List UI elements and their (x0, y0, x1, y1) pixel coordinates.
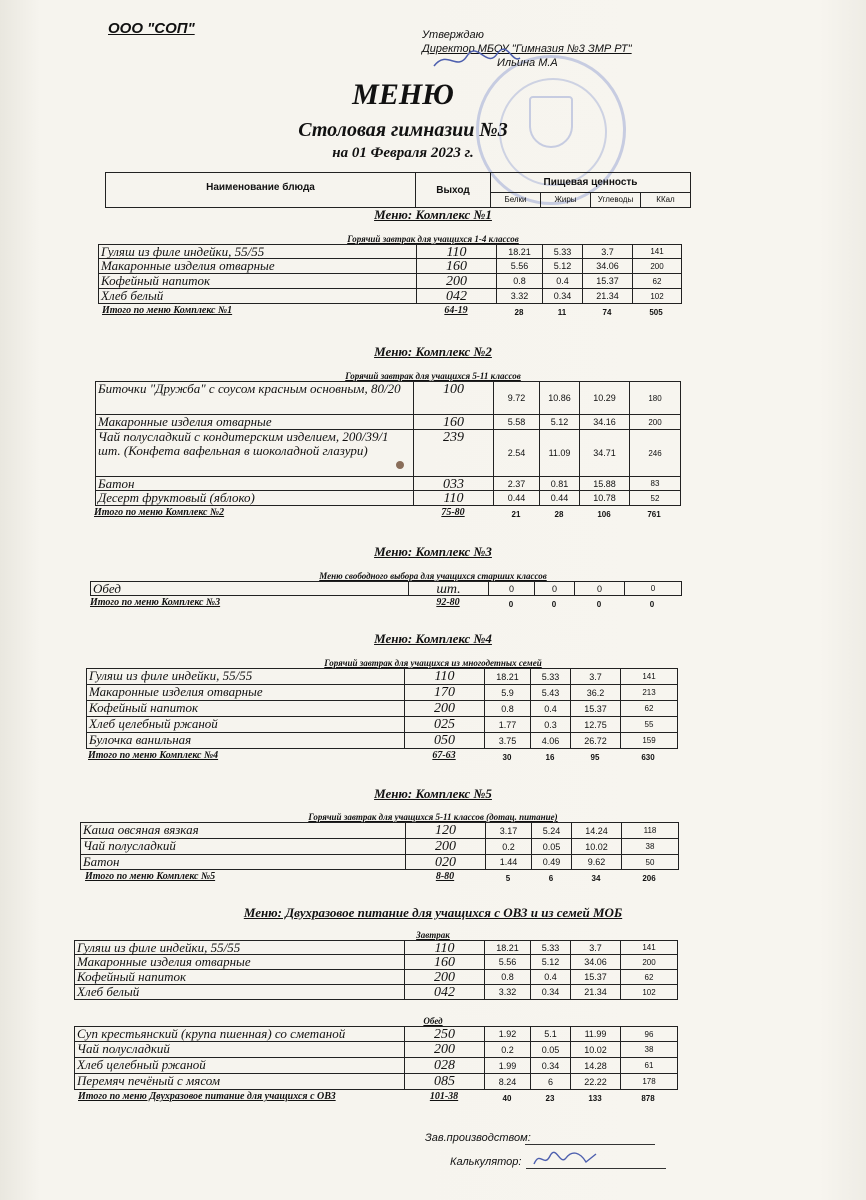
fats-value: 5.33 (543, 245, 583, 258)
proteins-value: 5.58 (494, 415, 540, 429)
fats-value: 5.12 (531, 955, 571, 969)
dish-output: 239 (414, 430, 494, 476)
fats-value: 0.3 (531, 717, 571, 732)
table-row (98, 244, 682, 259)
dish-name: Макаронные изделия отварные (96, 415, 414, 429)
carbs-value: 34.71 (580, 430, 630, 476)
table-row (95, 477, 681, 491)
table-row (80, 855, 679, 870)
carbs-value: 0 (575, 582, 625, 595)
complex-subtitle: Горячий завтрак для учащихся из многодетных семей (324, 658, 542, 668)
header-nutrition-columns (491, 193, 690, 207)
total-kcal: 878 (641, 1094, 655, 1103)
proteins-value: 0.44 (494, 491, 540, 505)
complex-total (88, 750, 676, 762)
dish-name: Кофейный напиток (75, 970, 405, 984)
dish-output: 120 (406, 823, 486, 838)
proteins-value: 5.56 (497, 259, 543, 273)
fats-value: 5.24 (532, 823, 572, 838)
proteins-value: 0.8 (485, 970, 531, 984)
carbs-value: 21.34 (583, 289, 633, 303)
table-row (86, 685, 678, 701)
total-label: Итого по меню Комплекс №4 (88, 750, 219, 761)
dish-name: Кофейный напиток (99, 274, 417, 288)
dish-name: Чай полусладкий (81, 839, 406, 854)
total-fats: 23 (545, 1094, 555, 1103)
proteins-value: 1.92 (485, 1027, 531, 1041)
total-kcal: 505 (649, 308, 663, 317)
header-fats: Жиры (541, 193, 591, 207)
dish-output: 110 (414, 491, 494, 505)
dish-output: 200 (406, 839, 486, 854)
table-row (80, 839, 679, 855)
carbs-value: 21.34 (571, 985, 621, 999)
carbs-value: 15.88 (580, 477, 630, 490)
carbs-value: 15.37 (583, 274, 633, 288)
fats-value: 0.34 (543, 289, 583, 303)
proteins-value: 0.8 (497, 274, 543, 288)
dish-name: Десерт фруктовый (яблоко) (96, 491, 414, 505)
total-kcal: 630 (641, 753, 655, 762)
fats-value: 0.05 (532, 839, 572, 854)
dish-name: Суп крестьянский (крупа пшенная) со сметаной (75, 1027, 405, 1041)
ink-spot (396, 461, 404, 469)
total-carbs: 0 (596, 600, 602, 609)
table-row (95, 415, 681, 430)
total-carbs: 106 (597, 510, 611, 519)
dish-output: шт. (409, 582, 489, 595)
total-proteins: 28 (514, 308, 524, 317)
table-row (86, 701, 678, 717)
header-proteins: Белки (491, 193, 541, 207)
header-carbs: Углеводы (591, 193, 641, 207)
carbs-value: 36.2 (571, 685, 621, 700)
total-kcal: 206 (642, 874, 656, 883)
dish-name: Каша овсяная вязкая (81, 823, 406, 838)
fats-value: 6 (531, 1074, 571, 1089)
dish-output: 200 (417, 274, 497, 288)
kcal-value: 178 (642, 1077, 656, 1086)
dish-name: Хлеб целебный ржаной (75, 1058, 405, 1073)
table-row (80, 822, 679, 839)
proteins-value: 1.44 (486, 855, 532, 869)
complex-title: Меню: Комплекс №4 (374, 631, 492, 646)
table-row (98, 289, 682, 304)
total-label: Итого по меню Комплекс №1 (102, 305, 233, 316)
kcal-value: 200 (648, 417, 662, 427)
total-fats: 6 (548, 874, 554, 883)
kcal-value: 141 (650, 247, 664, 256)
lunch-table (74, 1026, 678, 1090)
dish-name: Макаронные изделия отварные (99, 259, 417, 273)
lunch-subtitle: Обед (423, 1016, 443, 1026)
kcal-value: 159 (642, 736, 656, 745)
carbs-value: 10.02 (571, 1042, 621, 1057)
fats-value: 5.1 (531, 1027, 571, 1041)
kcal-value: 38 (645, 842, 655, 851)
proteins-value: 3.17 (486, 823, 532, 838)
total-proteins: 5 (505, 874, 511, 883)
dish-name: Чай полусладкий (75, 1042, 405, 1057)
proteins-value: 5.56 (485, 955, 531, 969)
table-row (74, 955, 678, 970)
carbs-value: 26.72 (571, 733, 621, 748)
carbs-value: 14.24 (572, 823, 622, 838)
table-row (74, 985, 678, 1000)
proteins-value: 5.9 (485, 685, 531, 700)
carbs-value: 10.29 (580, 382, 630, 414)
kcal-value: 200 (642, 957, 656, 967)
carbs-value: 3.7 (583, 245, 633, 258)
kcal-value: 141 (642, 672, 656, 681)
fats-value: 10.86 (540, 382, 580, 414)
carbs-value: 12.75 (571, 717, 621, 732)
dish-output: 110 (405, 669, 485, 684)
proteins-value: 0.2 (486, 839, 532, 854)
dish-output: 160 (414, 415, 494, 429)
table-row (74, 940, 678, 955)
dish-name: Батон (96, 477, 414, 490)
page-title: МЕНЮ (352, 78, 454, 111)
kcal-value: 213 (642, 688, 656, 697)
proteins-value: 0.2 (485, 1042, 531, 1057)
proteins-value: 3.32 (497, 289, 543, 303)
table-row (90, 581, 682, 596)
dish-output: 020 (406, 855, 486, 869)
carbs-value: 34.06 (571, 955, 621, 969)
carbs-value: 15.37 (571, 701, 621, 716)
table-row (74, 1042, 678, 1058)
kcal-value: 61 (644, 1061, 654, 1070)
complex-subtitle: Меню свободного выбора для учащихся старших классов (319, 571, 547, 581)
carbs-value: 10.78 (580, 491, 630, 505)
fats-value: 0.81 (540, 477, 580, 490)
complex-table (86, 668, 678, 749)
total-fats: 16 (545, 753, 555, 762)
dish-name: Гуляш из филе индейки, 55/55 (75, 941, 405, 954)
kcal-value: 0 (650, 584, 656, 593)
dish-name: Батон (81, 855, 406, 869)
dish-output: 033 (414, 477, 494, 490)
table-row (86, 717, 678, 733)
complex-total (94, 507, 679, 519)
proteins-value: 18.21 (485, 669, 531, 684)
carbs-value: 15.37 (571, 970, 621, 984)
dish-name: Гуляш из филе индейки, 55/55 (87, 669, 405, 684)
total-output: 64-19 (444, 305, 468, 316)
kcal-value: 96 (644, 1029, 654, 1039)
header-nutrition-title: Пищевая ценность (491, 173, 690, 193)
dish-name: Хлеб белый (75, 985, 405, 999)
complex-total (85, 871, 677, 883)
dish-output: 200 (405, 701, 485, 716)
proteins-value: 8.24 (485, 1074, 531, 1089)
total-label: Итого по меню Комплекс №2 (94, 507, 225, 518)
complex-table (90, 581, 682, 596)
dish-output: 200 (405, 970, 485, 984)
kcal-value: 102 (650, 291, 664, 301)
dish-output: 200 (405, 1042, 485, 1057)
proteins-value: 18.21 (485, 941, 531, 954)
dish-output: 160 (417, 259, 497, 273)
proteins-value: 1.99 (485, 1058, 531, 1073)
dish-name: Перемяч печёный с мясом (75, 1074, 405, 1089)
dish-output: 028 (405, 1058, 485, 1073)
dish-name: Хлеб целебный ржаной (87, 717, 405, 732)
kcal-value: 141 (642, 943, 656, 952)
kcal-value: 38 (644, 1045, 654, 1054)
kcal-value: 246 (648, 448, 662, 458)
carbs-value: 34.16 (580, 415, 630, 429)
table-row (74, 970, 678, 985)
dish-output: 250 (405, 1027, 485, 1041)
table-row (95, 430, 681, 477)
carbs-value: 14.28 (571, 1058, 621, 1073)
dish-name: Обед (91, 582, 409, 595)
dish-name: Биточки "Дружба" с соусом красным основным, 80/20 (96, 382, 414, 414)
proteins-value: 18.21 (497, 245, 543, 258)
canteen-name: Столовая гимназии №3 (298, 119, 508, 141)
dish-output: 050 (405, 733, 485, 748)
footer-calculator-label: Калькулятор: (450, 1156, 522, 1168)
total-carbs: 34 (591, 874, 601, 883)
director-signature (432, 44, 522, 74)
complex-title: Меню: Комплекс №2 (374, 344, 492, 359)
total-label: Итого по меню Комплекс №3 (90, 597, 221, 608)
total-label: Итого по меню Двухразовое питание для учащихся с ОВЗ (78, 1091, 336, 1102)
proteins-value: 3.32 (485, 985, 531, 999)
dish-name: Гуляш из филе индейки, 55/55 (99, 245, 417, 258)
total-kcal: 0 (649, 600, 655, 609)
carbs-value: 9.62 (572, 855, 622, 869)
total-kcal: 761 (647, 510, 661, 519)
footer-production-line (525, 1144, 655, 1145)
total-proteins: 40 (502, 1094, 512, 1103)
carbs-value: 3.7 (571, 941, 621, 954)
kcal-value: 200 (650, 261, 664, 271)
dish-name: Макаронные изделия отварные (87, 685, 405, 700)
total-proteins: 30 (502, 753, 512, 762)
dish-output: 025 (405, 717, 485, 732)
complex-total (90, 597, 680, 609)
total-fats: 28 (554, 510, 564, 519)
header-output: Выход (416, 173, 491, 207)
fats-value: 0 (535, 582, 575, 595)
carbs-value: 22.22 (571, 1074, 621, 1089)
proteins-value: 0.8 (485, 701, 531, 716)
proteins-value: 1.77 (485, 717, 531, 732)
dish-name: Хлеб белый (99, 289, 417, 303)
kcal-value: 62 (644, 704, 654, 713)
kcal-value: 55 (644, 720, 654, 729)
approval-position: Директор МБОУ "Гимназия №3 ЗМР РТ" (422, 43, 632, 55)
proteins-value: 0 (489, 582, 535, 595)
dish-output: 042 (405, 985, 485, 999)
kcal-value: 62 (652, 276, 662, 286)
total-output: 101-38 (429, 1091, 459, 1102)
header-dish-name: Наименование блюда (106, 173, 416, 207)
fats-value: 0.34 (531, 1058, 571, 1073)
kcal-value: 118 (643, 826, 657, 835)
fats-value: 0.05 (531, 1042, 571, 1057)
carbs-value: 34.06 (583, 259, 633, 273)
table-row (98, 259, 682, 274)
header-kcal: ККал (656, 195, 675, 204)
proteins-value: 3.75 (485, 733, 531, 748)
proteins-value: 2.37 (494, 477, 540, 490)
total-output: 67-63 (432, 750, 456, 761)
dish-output: 100 (414, 382, 494, 414)
complex-table (80, 822, 679, 870)
total-label: Итого по меню Комплекс №5 (85, 871, 216, 882)
calculator-signature (530, 1148, 600, 1170)
table-row (95, 381, 681, 415)
complex-title: Меню: Комплекс №3 (374, 544, 492, 559)
fats-value: 0.49 (532, 855, 572, 869)
total-output: 75-80 (441, 507, 465, 518)
complex-table (74, 940, 678, 1000)
kcal-value: 50 (645, 857, 655, 867)
organization-name: ООО "СОП" (108, 20, 195, 37)
table-row (86, 668, 678, 685)
complex-total (102, 305, 680, 317)
complex-subtitle: Завтрак (416, 930, 450, 940)
fats-value: 5.33 (531, 669, 571, 684)
complex-title: Меню: Комплекс №5 (374, 786, 492, 801)
complex-subtitle: Горячий завтрак для учащихся 5-11 классов (дотац. питание) (308, 812, 558, 822)
fats-value: 11.09 (540, 430, 580, 476)
fats-value: 4.06 (531, 733, 571, 748)
fats-value: 5.12 (540, 415, 580, 429)
dish-output: 160 (405, 955, 485, 969)
complex-total (78, 1091, 676, 1103)
carbs-value: 10.02 (572, 839, 622, 854)
complex-table (98, 244, 682, 304)
kcal-value: 102 (642, 987, 656, 997)
table-row (98, 274, 682, 289)
header-nutrition (491, 173, 690, 207)
complex-subtitle: Горячий завтрак для учащихся 5-11 классов (345, 371, 521, 381)
total-output: 92-80 (436, 597, 460, 608)
approval-word: Утверждаю (422, 29, 484, 41)
kcal-value: 180 (648, 393, 662, 403)
total-proteins: 0 (508, 600, 514, 609)
fats-value: 0.4 (543, 274, 583, 288)
complex-title: Меню: Комплекс №1 (374, 207, 492, 222)
kcal-value: 83 (650, 479, 660, 488)
footer-production-label: Зав.производством: (425, 1132, 531, 1144)
total-output: 8-80 (435, 871, 455, 882)
proteins-value: 2.54 (494, 430, 540, 476)
complex-subtitle: Горячий завтрак для учащихся 1-4 классов (347, 234, 519, 244)
carbs-value: 3.7 (571, 669, 621, 684)
dish-name: Булочка ванильная (87, 733, 405, 748)
table-header (105, 172, 691, 208)
fats-value: 0.4 (531, 701, 571, 716)
table-row (74, 1058, 678, 1074)
kcal-value: 52 (650, 493, 660, 503)
dish-output: 085 (405, 1074, 485, 1089)
total-carbs: 74 (602, 308, 612, 317)
table-row (74, 1074, 678, 1090)
fats-value: 0.34 (531, 985, 571, 999)
dish-output: 042 (417, 289, 497, 303)
dish-name: Макаронные изделия отварные (75, 955, 405, 969)
total-fats: 0 (551, 600, 557, 609)
kcal-value: 62 (644, 972, 654, 982)
fats-value: 0.4 (531, 970, 571, 984)
table-row (74, 1026, 678, 1042)
total-carbs: 95 (590, 753, 600, 762)
fats-value: 5.43 (531, 685, 571, 700)
proteins-value: 9.72 (494, 382, 540, 414)
fats-value: 5.33 (531, 941, 571, 954)
fats-value: 5.12 (543, 259, 583, 273)
menu-date: на 01 Февраля 2023 г. (332, 145, 474, 161)
total-fats: 11 (557, 308, 567, 317)
dish-output: 170 (405, 685, 485, 700)
dish-output: 110 (417, 245, 497, 258)
dish-output: 110 (405, 941, 485, 954)
table-row (86, 733, 678, 749)
fats-value: 0.44 (540, 491, 580, 505)
dish-name: Кофейный напиток (87, 701, 405, 716)
dish-name: Чай полусладкий с кондитерским изделием, 200/39/1 шт. (Конфета вафельная в шоколадной глазури) (96, 430, 414, 476)
total-proteins: 21 (511, 510, 521, 519)
approval-director-name: Ильина М.А (497, 57, 558, 69)
complex-title: Меню: Двухразовое питание для учащихся с ОВЗ и из семей МОБ (243, 905, 623, 920)
total-carbs: 133 (588, 1094, 602, 1103)
complex-table (95, 381, 681, 506)
carbs-value: 11.99 (571, 1027, 621, 1041)
table-row (95, 491, 681, 506)
